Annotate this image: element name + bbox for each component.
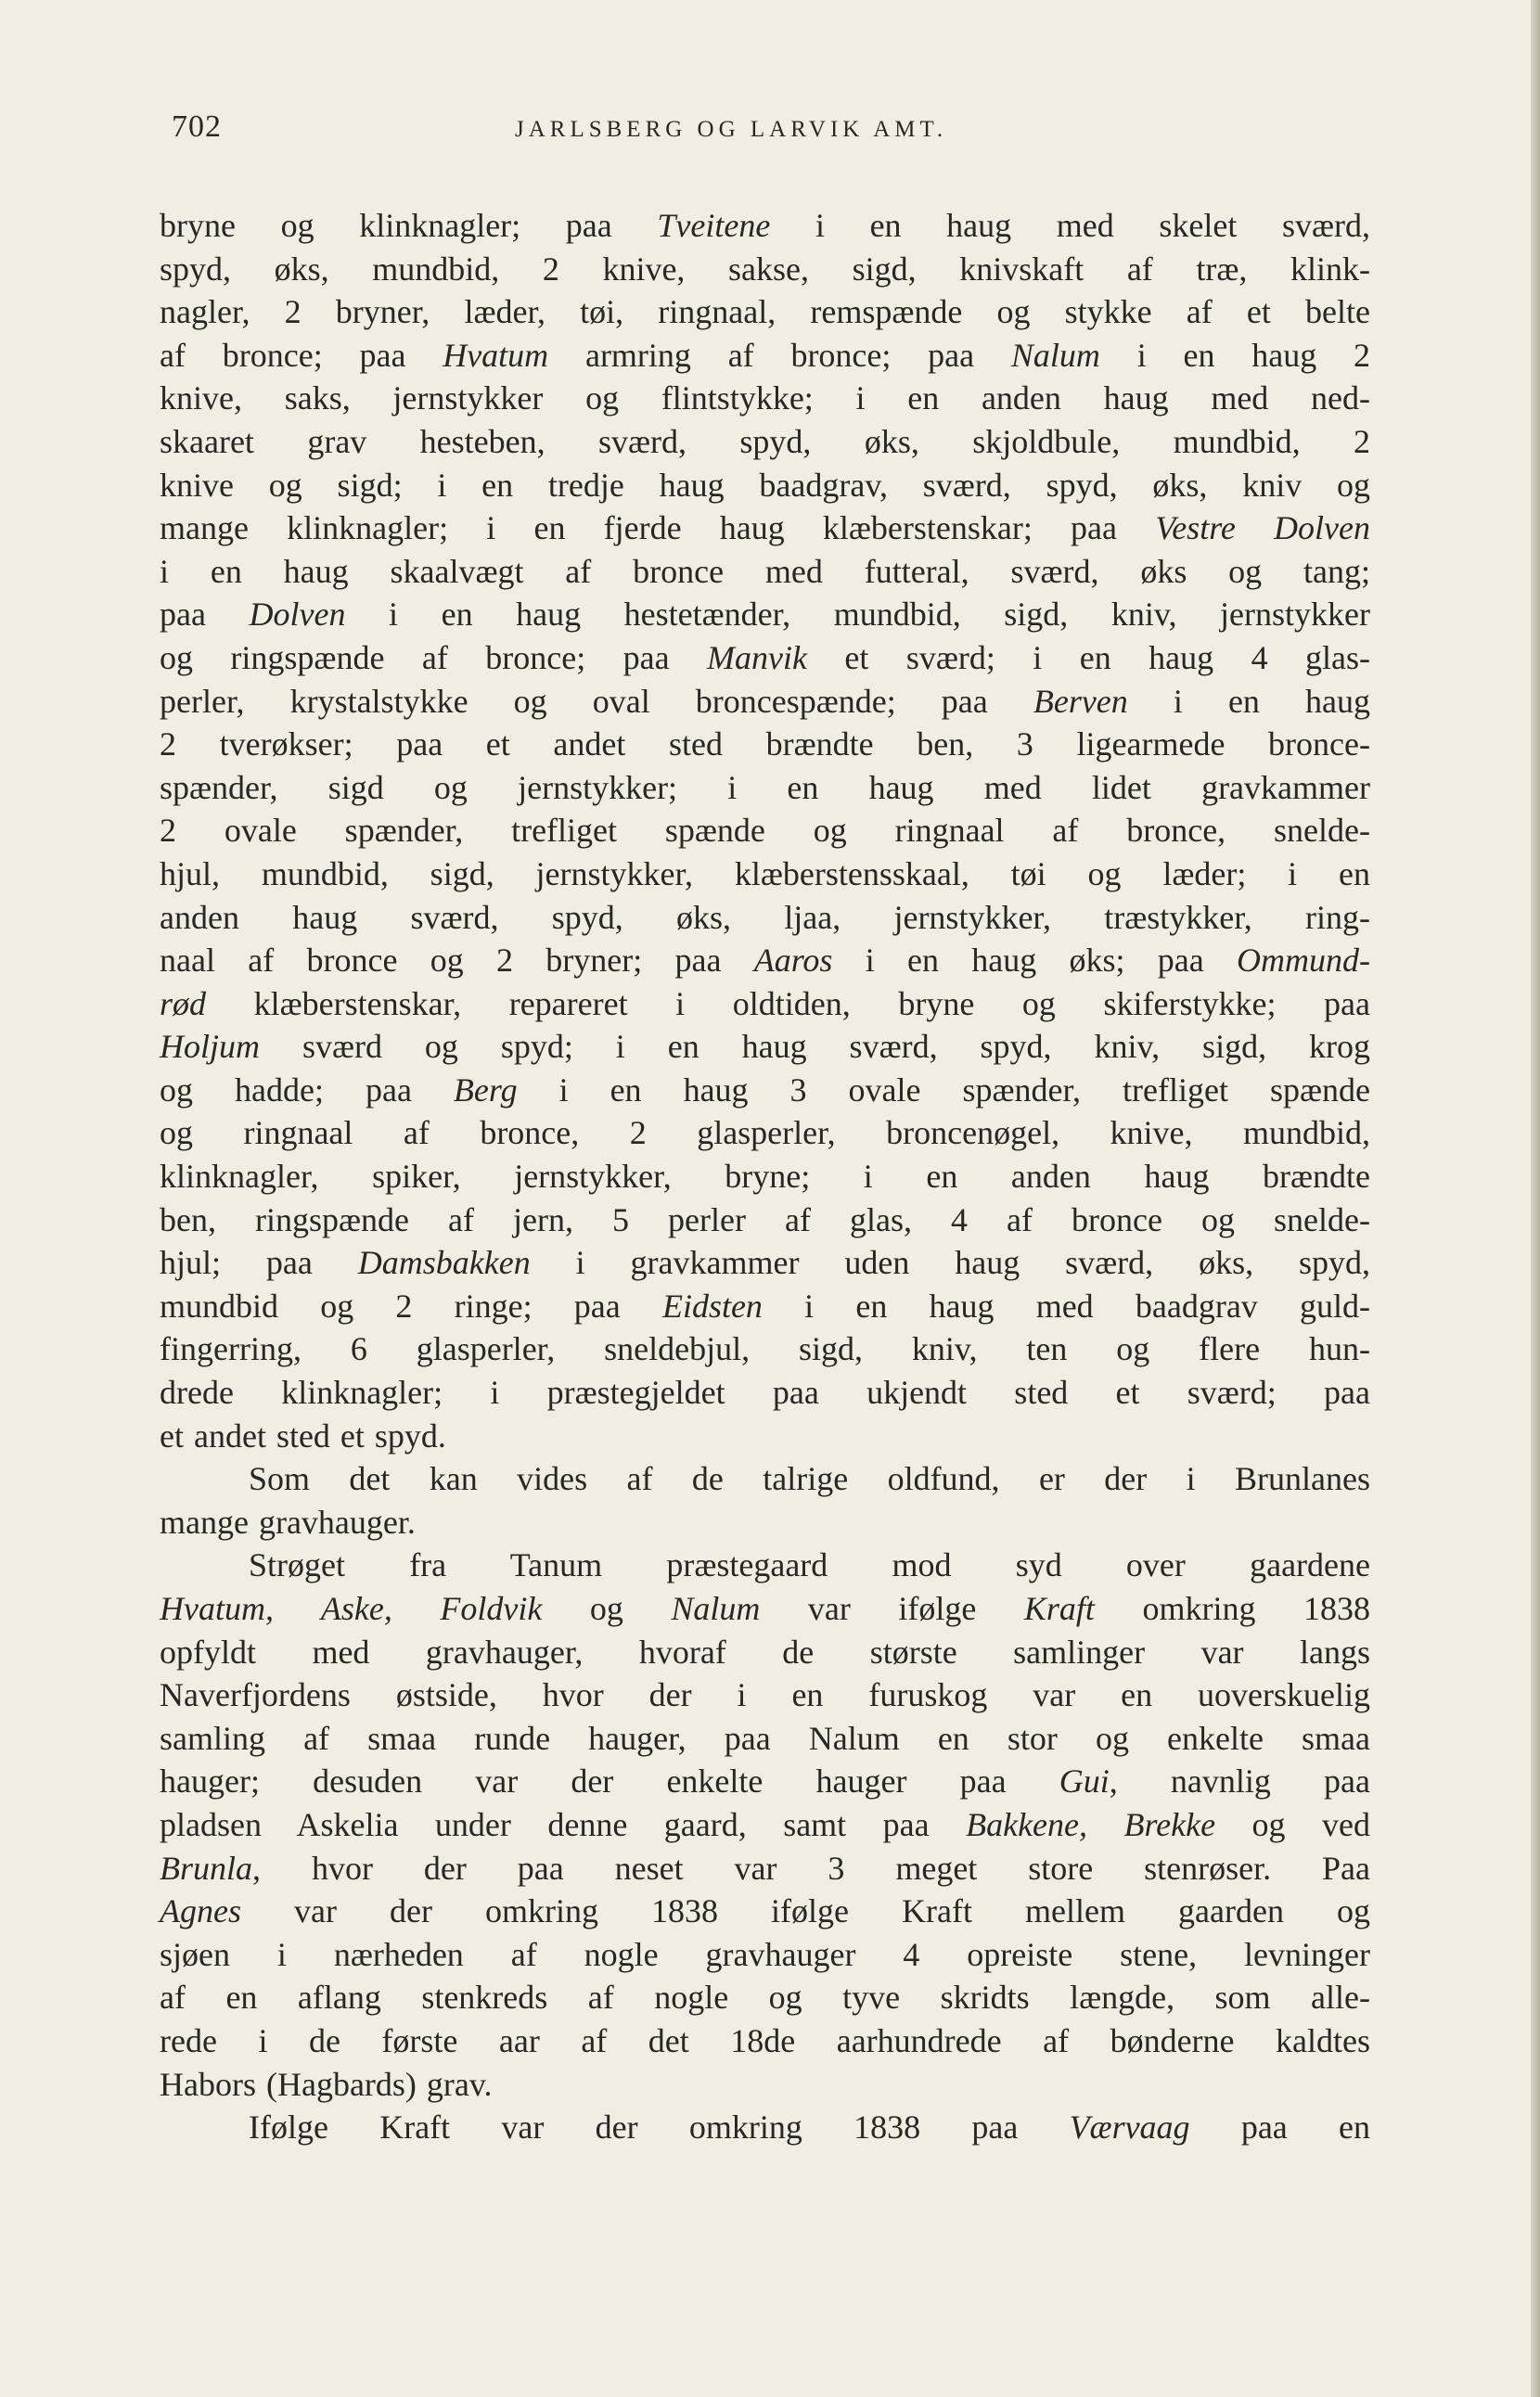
- text-line: [160, 636, 1370, 680]
- text-run: omkring 1838: [1094, 1590, 1370, 1627]
- text-line: [160, 2019, 1370, 2063]
- italic-name: Manvik: [707, 638, 807, 676]
- italic-name: Tveitene: [657, 207, 771, 244]
- text-line: [160, 1111, 1370, 1155]
- text-run: Som det kan vides af de talrige oldfund, er der i Brunlanes: [249, 1460, 1370, 1498]
- text-line: [160, 204, 1370, 248]
- text-line: [160, 420, 1370, 464]
- italic-name: Gui: [1059, 1762, 1110, 1801]
- text-line: [160, 2063, 1370, 2107]
- italic-name: Hvatum, Aske, Foldvik: [160, 1590, 543, 1627]
- italic-name: Holjum: [160, 1028, 260, 1066]
- text-run: i en haug med skelet sværd,: [770, 207, 1370, 244]
- text-line: [160, 1976, 1370, 2019]
- text-run: og ringspænde af bronce; paa: [160, 638, 708, 676]
- text-run: var ifølge: [760, 1590, 1024, 1627]
- body-text: [160, 204, 1370, 2149]
- text-line: [160, 982, 1370, 1026]
- text-line: [160, 1025, 1370, 1069]
- italic-name: Berg: [453, 1070, 518, 1109]
- text-run: rede i de første aar af det 18de aarhundrede af bønderne kaldtes: [160, 2021, 1370, 2059]
- text-line: [160, 766, 1370, 810]
- italic-name: Berven: [1033, 682, 1128, 720]
- italic-name: Hvatum: [443, 336, 549, 374]
- text-line: [160, 1198, 1370, 1242]
- text-run: Habors (Hagbards) grav.: [160, 2065, 493, 2103]
- italic-name: rød: [160, 984, 207, 1022]
- text-run: pladsen Askelia under denne gaard, samt paa: [160, 1805, 967, 1843]
- italic-name: Vestre Dolven: [1155, 509, 1370, 547]
- text-run: mange klinknagler; i en fjerde haug klæberstenskar; paa: [160, 509, 1156, 547]
- text-line: [160, 1847, 1370, 1891]
- text-run: var der omkring 1838 ifølge Kraft mellem gaarden og: [240, 1892, 1370, 1930]
- text-run: i en haug 2: [1099, 336, 1370, 374]
- text-line: [160, 506, 1370, 550]
- text-line: [160, 248, 1370, 291]
- text-run: et andet sted et spyd.: [160, 1416, 446, 1455]
- italic-name: Agnes: [160, 1892, 241, 1930]
- text-run: Ifølge Kraft var der omkring 1838 paa: [249, 2109, 1070, 2147]
- text-line: [160, 550, 1370, 594]
- running-head: JARLSBERG OG LARVIK AMT.: [515, 117, 948, 142]
- text-run: og ringnaal af bronce, 2 glasperler, broncenøgel, knive, mundbid,: [160, 1114, 1370, 1152]
- text-line: [160, 1631, 1370, 1674]
- text-run: spyd, øks, mundbid, 2 knive, sakse, sigd, knivskaft af træ, klink-: [160, 250, 1370, 288]
- text-line: [160, 1241, 1370, 1285]
- text-line: [160, 1890, 1370, 1933]
- text-run: klinknagler, spiker, jernstykker, bryne; i en anden haug brændte: [160, 1158, 1370, 1196]
- text-line: [160, 1415, 1370, 1458]
- text-run: spænder, sigd og jernstykker; i en haug med lidet gravkammer: [160, 768, 1370, 806]
- text-run: et sværd; i en haug 4 glas-: [807, 638, 1370, 676]
- text-run: bryne og klinknagler; paa: [160, 207, 658, 244]
- italic-name: Ommund-: [1237, 942, 1370, 980]
- text-line: [160, 680, 1370, 724]
- text-line: [160, 1327, 1370, 1371]
- italic-name: Aaros: [753, 942, 833, 980]
- text-run: Naverfjordens østside, hvor der i en furuskog var en uoverskuelig: [160, 1676, 1370, 1714]
- text-line: [160, 1285, 1370, 1328]
- text-run: naal af bronce og 2 bryner; paa: [160, 942, 754, 980]
- text-run: klæberstenskar, repareret i oldtiden, bryne og skiferstykke; paa: [206, 984, 1370, 1022]
- italic-name: Værvaag: [1069, 2109, 1190, 2147]
- italic-name: Nalum: [671, 1590, 761, 1627]
- text-run: af bronce; paa: [160, 336, 443, 374]
- text-run: fingerring, 6 glasperler, sneldebjul, sigd, kniv, ten og flere hun-: [160, 1330, 1370, 1368]
- page-number: 702: [172, 109, 222, 144]
- text-line: [160, 1587, 1370, 1631]
- text-run: Strøget fra Tanum præstegaard mod syd over gaardene: [249, 1546, 1370, 1584]
- text-run: , navnlig paa: [1109, 1762, 1370, 1801]
- text-line: [160, 809, 1370, 852]
- italic-name: Nalum: [1010, 336, 1100, 374]
- text-run: knive, saks, jernstykker og flintstykke; i en anden haug med ned-: [160, 379, 1370, 417]
- text-run: mange gravhauger.: [160, 1503, 416, 1541]
- text-run: i en haug: [1127, 682, 1370, 720]
- italic-name: Bakkene, Brekke: [966, 1805, 1216, 1843]
- italic-name: Kraft: [1023, 1590, 1095, 1627]
- text-run: i en haug øks; paa: [832, 942, 1238, 980]
- text-run: armring af bronce; paa: [548, 336, 1011, 374]
- text-run: hauger; desuden var der enkelte hauger paa: [160, 1762, 1059, 1801]
- italic-name: Brunla: [160, 1849, 253, 1887]
- text-line: [160, 377, 1370, 420]
- text-line: [160, 334, 1370, 378]
- text-run: , hvor der paa neset var 3 meget store stenrøser. Paa: [252, 1849, 1370, 1887]
- text-run: og ved: [1215, 1805, 1371, 1843]
- text-line: [160, 593, 1370, 636]
- text-line: [160, 1760, 1370, 1803]
- text-line: [160, 1717, 1370, 1761]
- text-line: [160, 896, 1370, 940]
- text-line: [160, 939, 1370, 982]
- page-header: [172, 109, 1368, 156]
- text-run: i en haug skaalvægt af bronce med futteral, sværd, øks og tang;: [160, 552, 1370, 590]
- text-line: [160, 1371, 1370, 1415]
- text-run: knive og sigd; i en tredje haug baadgrav, sværd, spyd, øks, kniv og: [160, 466, 1370, 504]
- text-run: paa en: [1189, 2109, 1371, 2147]
- text-run: i en haug med baadgrav guld-: [762, 1287, 1371, 1325]
- text-run: og: [542, 1590, 672, 1627]
- text-line: [160, 852, 1370, 896]
- text-run: af en aflang stenkreds af nogle og tyve skridts længde, som alle-: [160, 1979, 1370, 2017]
- text-run: 2 ovale spænder, trefliget spænde og ringnaal af bronce, snelde-: [160, 812, 1370, 850]
- text-line: [160, 1457, 1370, 1501]
- text-run: og hadde; paa: [160, 1070, 454, 1109]
- text-line: [160, 290, 1370, 334]
- text-run: hjul; paa: [160, 1244, 358, 1282]
- text-run: opfyldt med gravhauger, hvoraf de største samlinger var langs: [160, 1633, 1370, 1671]
- text-line: [160, 2106, 1370, 2149]
- text-run: i gravkammer uden haug sværd, øks, spyd,: [530, 1244, 1370, 1282]
- text-line: [160, 1933, 1370, 1977]
- text-line: [160, 1069, 1370, 1112]
- text-run: drede klinknagler; i præstegjeldet paa ukjendt sted et sværd; paa: [160, 1374, 1370, 1412]
- text-run: perler, krystalstykke og oval broncespænde; paa: [160, 682, 1033, 720]
- text-line: [160, 1155, 1370, 1198]
- italic-name: Eidsten: [661, 1287, 763, 1325]
- text-run: 2 tverøkser; paa et andet sted brændte ben, 3 ligearmede bronce-: [160, 725, 1370, 763]
- text-run: samling af smaa runde hauger, paa Nalum en stor og enkelte smaa: [160, 1719, 1370, 1757]
- text-run: sjøen i nærheden af nogle gravhauger 4 opreiste stene, levninger: [160, 1935, 1370, 1973]
- page-edge: [1531, 0, 1540, 2397]
- text-run: hjul, mundbid, sigd, jernstykker, klæberstensskaal, tøi og læder; i en: [160, 854, 1370, 892]
- text-line: [160, 464, 1370, 507]
- text-run: anden haug sværd, spyd, øks, ljaa, jernstykker, træstykker, ring-: [160, 898, 1370, 936]
- text-line: [160, 723, 1370, 766]
- text-run: mundbid og 2 ringe; paa: [160, 1287, 662, 1325]
- text-run: i en haug 3 ovale spænder, trefliget spænde: [517, 1070, 1370, 1109]
- text-run: skaaret grav hesteben, sværd, spyd, øks, skjoldbule, mundbid, 2: [160, 422, 1370, 460]
- text-line: [160, 1544, 1370, 1587]
- text-line: [160, 1803, 1370, 1847]
- text-run: paa: [160, 596, 250, 634]
- text-run: sværd og spyd; i en haug sværd, spyd, kniv, sigd, krog: [260, 1028, 1370, 1066]
- text-run: ben, ringspænde af jern, 5 perler af glas, 4 af bronce og snelde-: [160, 1200, 1370, 1238]
- italic-name: Dolven: [249, 596, 346, 634]
- text-line: [160, 1673, 1370, 1717]
- italic-name: Damsbakken: [357, 1244, 531, 1282]
- text-run: nagler, 2 bryner, læder, tøi, ringnaal, remspænde og stykke af et belte: [160, 293, 1370, 331]
- text-run: i en haug hestetænder, mundbid, sigd, kniv, jernstykker: [345, 596, 1370, 634]
- text-line: [160, 1501, 1370, 1545]
